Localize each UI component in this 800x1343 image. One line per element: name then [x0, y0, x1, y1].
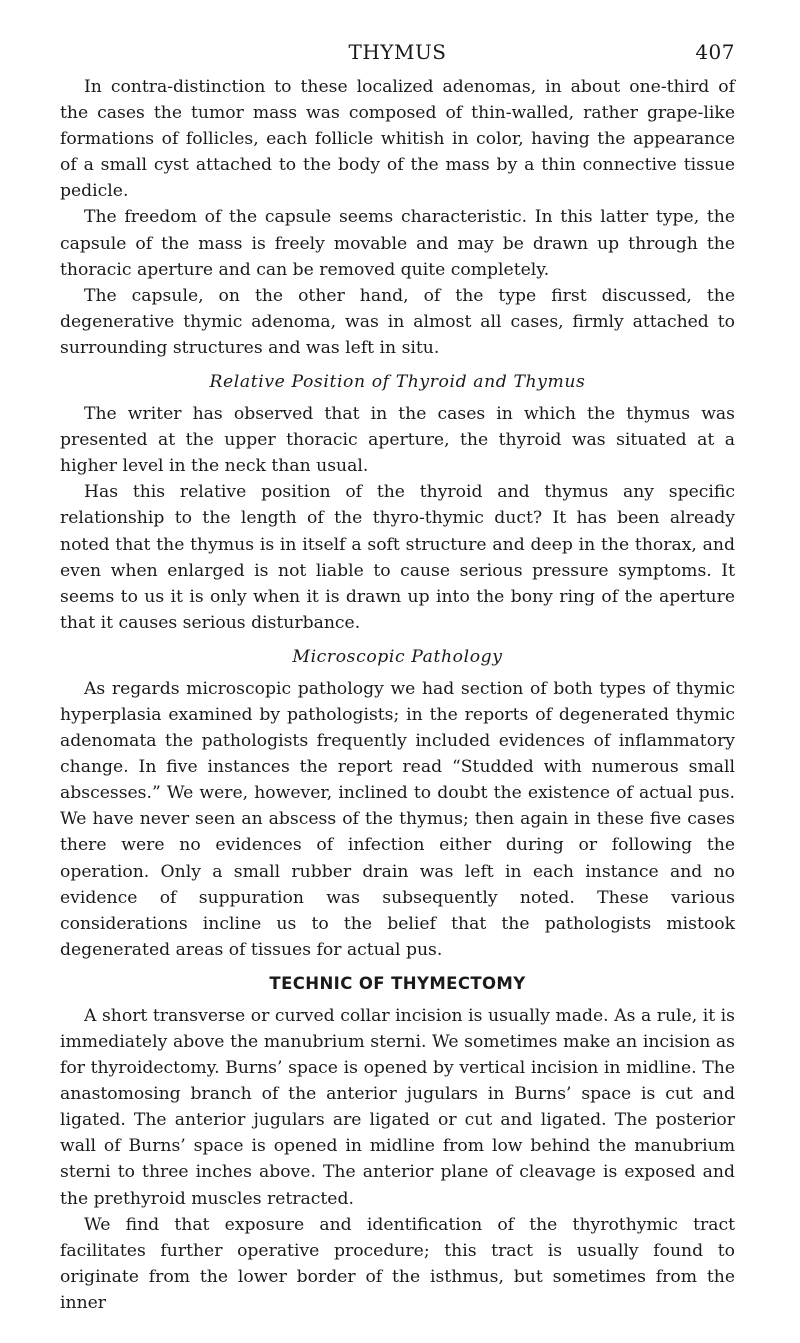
- paragraph-degenerative-capsule: The capsule, on the other hand, of the type first discussed, the degenerative thymic adenoma, was in almost all cases, firmly attached to surrounding structures and was left in situ.: [60, 285, 735, 358]
- running-head: [60, 40, 735, 74]
- section-heading-technic: TECHNIC OF THYMECTOMY: [269, 973, 526, 993]
- subheading-relative-position: Relative Position of Thyroid and Thymus: [209, 372, 586, 393]
- paragraph-microscopic-pathology: As regards microscopic pathology we had section of both types of thymic hyperplasia examined by pathologists; in the reports of degenerated thymic adenomata the pathologists frequently included evidences of inflammatory change. In five instances the report read “Studded with numerous small abscesses.” We were, however, inclined to doubt the existence of actual pus. We have never seen an abscess of the thymus; then again in these five cases there were no evidences of infection either during or following the operation. Only a small rubber drain was left in each instance and no evidence of suppuration was subsequently noted. These various considerations incline us to the belief that the pathologists mistook degenerated areas of tissues for actual pus.: [60, 678, 735, 960]
- paragraph-thyroid-level: The writer has observed that in the cases in which the thymus was presented at the upper thoracic aperture, the thyroid was situated at a higher level in the neck than usual.: [60, 404, 735, 477]
- subheading-microscopic-pathology: Microscopic Pathology: [292, 646, 503, 667]
- page-number: 407: [695, 40, 735, 64]
- paragraph-thyro-thymic-duct: Has this relative position of the thyroid and thymus any specific relationship to the length of the thyro-thymic duct? It has been already noted that the thymus is in itself a soft structure and deep in the thorax, and even when enlarged is not liable to cause serious pressure symptoms. It seems to us it is only when it is drawn up into the bony ring of the aperture that it causes serious disturbance.: [60, 482, 735, 633]
- book-page: [60, 40, 735, 1316]
- paragraph-grape-like-formations: In contra-distinction to these localized adenomas, in about one-third of the cases the tumor mass was composed of thin-walled, rather grape-like formations of follicles, each follicle whitish in color, having the appearance of a small cyst attached to the body of the mass by a thin connective tissue pedicle.: [60, 77, 735, 202]
- paragraph-collar-incision: A short transverse or curved collar incision is usually made. As a rule, it is immediately above the manubrium sterni. We sometimes make an incision as for thyroidectomy. Burns’ space is opened by vertical incision in midline. The anastomosing branch of the anterior jugulars in Burns’ space is cut and ligated. The anterior jugulars are ligated or cut and ligated. The posterior wall of Burns’ space is opened in midline from low behind the manubrium sterni to three inches above. The anterior plane of cleavage is exposed and the prethyroid muscles retracted.: [60, 1005, 735, 1209]
- running-title: THYMUS: [348, 40, 447, 64]
- paragraph-capsule-freedom: The freedom of the capsule seems characteristic. In this latter type, the capsule of the mass is freely movable and may be drawn up through the thoracic aperture and can be removed quite completely.: [60, 207, 735, 280]
- paragraph-thyrothymic-tract: We find that exposure and identification of the thyrothymic tract facilitates further operative procedure; this tract is usually found to originate from the lower border of the isthmus, but sometimes from the inner: [60, 1214, 735, 1313]
